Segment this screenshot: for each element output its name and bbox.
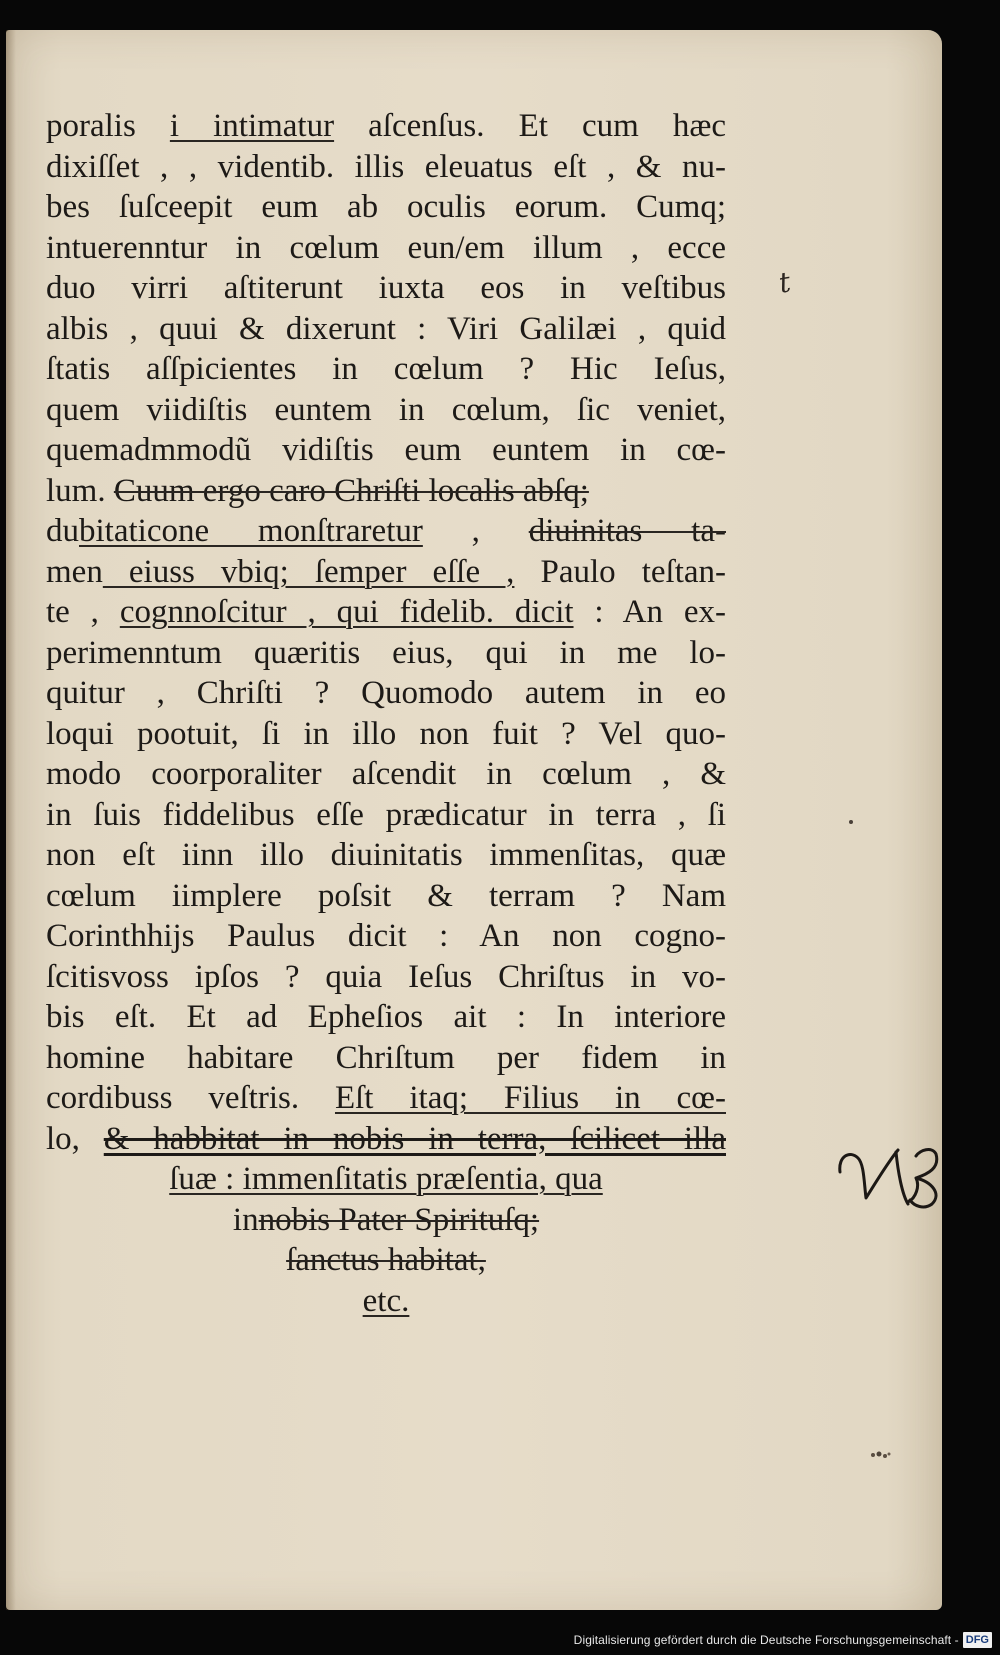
struck-text: diuinitas ta-: [528, 513, 726, 549]
text-line: quemadmmodũ vidiſtis eum euntem in cœ-: [46, 432, 726, 468]
text-line: perimenntum quæritis eius, qui in me lo-: [46, 634, 726, 671]
text-line: dixiſſet , , videntib. illis eleuatus eſt , & nu-: [46, 148, 726, 185]
text-line-centered: [46, 1240, 726, 1281]
text-line: men eiuss vbiq; ſemper eſſe , Paulo teſtan-: [46, 553, 726, 590]
struck-text: ſanctus habitat,: [286, 1242, 486, 1278]
text-line: poralis i intimatur aſcenſus. Et cum hæc: [46, 108, 726, 144]
text-line: albis , quui & dixerunt : Viri Galilæi , quid: [46, 310, 726, 347]
text-line: non eſt iinn illo diuinitatis immenſitas, quæ: [46, 837, 726, 873]
text-line-centered: innobis Pater Spirituſq;: [232, 1201, 540, 1238]
text-line: quitur , Chriſti ? Quomodo autem in eo: [46, 675, 726, 711]
text-line-centered: [46, 1159, 726, 1200]
text-line: homine habitare Chriſtum per fidem in: [46, 1039, 726, 1076]
text-line: Corinthhijs Paulus dicit : An non cogno-: [46, 918, 726, 954]
text-line: quem viidiſtis euntem in cœlum, ſic veniet,: [46, 391, 726, 428]
margin-monogram-nb: [836, 1142, 946, 1212]
underlined-text: ſuæ : immenſitatis præſentia, qua: [169, 1161, 603, 1197]
text-line: in ſuis fiddelibus eſſe prædicatur in terra , ſi: [46, 796, 726, 833]
text-block: [46, 106, 726, 1321]
text-line: bes ſuſceepit eum ab oculis eorum. Cumq;: [46, 189, 726, 225]
text-line: ſtatis aſſpicientes in cœlum ? Hic Ieſus,: [46, 351, 726, 387]
text-line: duo virri aſtiterunt iuxta eos in veſtibus: [46, 270, 726, 306]
paper-speck: [849, 820, 853, 824]
underlined-text: Eſt itaq; Filius in cœ-: [334, 1080, 726, 1116]
text-line: cordibuss veſtris. Eſt itaq; Filius in cœ-: [46, 1080, 726, 1116]
text-line: ſcitisvoss ipſos ? quia Ieſus Chriſtus in vo-: [46, 958, 726, 995]
text-line: intuerenntur in cœlum eun/em illum , ecce: [46, 229, 726, 266]
book-page: [6, 30, 942, 1610]
underlined-text: eiuss vbiq; ſemper eſſe ,: [102, 553, 515, 590]
margin-annotation: t: [776, 265, 794, 300]
paper-speck: [870, 1450, 892, 1460]
text-line-centered: [46, 1281, 726, 1322]
underlined-text: cognnoſcitur , qui fidelib. dicit: [119, 594, 574, 630]
underlined-text: i intimatur: [169, 108, 335, 144]
credit-text: Digitalisierung gefördert durch die Deutsche Forschungsgemeinschaft -: [573, 1633, 959, 1647]
text-line: bis eſt. Et ad Epheſios ait : In interiore: [46, 999, 726, 1035]
struck-text: & habbitat in nobis in terra, ſcilicet illa: [103, 1120, 726, 1157]
text-line: modo coorporaliter aſcendit in cœlum , &: [46, 756, 726, 792]
dfg-logo: DFG: [963, 1632, 992, 1648]
struck-text: nobis Pater Spirituſq;: [258, 1201, 540, 1238]
text-line: lo, & habbitat in nobis in terra, ſcilicet illa: [46, 1120, 726, 1157]
text-line: loqui pootuit, ſi in illo non fuit ? Vel quo-: [46, 715, 726, 752]
text-line: te , cognnoſcitur , qui fidelib. dicit : An ex-: [46, 594, 726, 630]
text-line: lum. Cuum ergo caro Chriſti localis abſq;: [46, 472, 589, 509]
underlined-text: etc.: [362, 1282, 410, 1319]
struck-text: Cuum ergo caro Chriſti localis abſq;: [113, 472, 589, 509]
text-line: cœlum iimplere poſsit & terram ? Nam: [46, 877, 726, 914]
text-line: dubitaticone monſtraretur , diuinitas ta-: [46, 513, 726, 549]
underlined-text: bitaticone monſtraretur: [79, 513, 423, 549]
digitization-credit: [574, 1631, 992, 1649]
